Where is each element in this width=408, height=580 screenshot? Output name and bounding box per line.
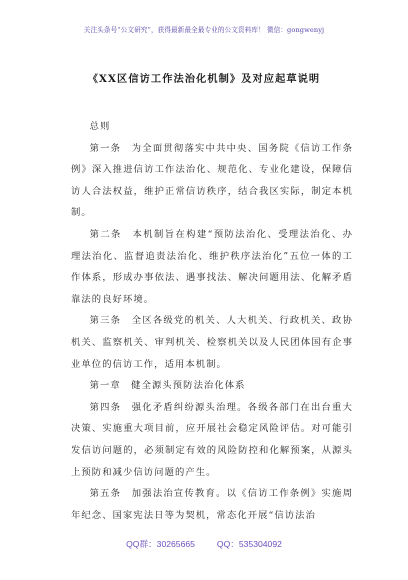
article-3: 第三条 全区各级党的机关、人大机关、行政机关、政协机关、监察机关、审判机关、检察机关以及人民团体国有企事业单位的信访工作，适用本机制。 bbox=[71, 315, 353, 370]
article-5: 第五条 加强法治宣传教育。以《信访工作条例》实施周年纪念、国家宪法日等为契机，常态化开展“信访法治 bbox=[71, 488, 353, 521]
article-1: 第一条 为全面贯彻落实中共中央、国务院《信访工作条例》深入推进信访工作法治化、规范化、专业化建设，保障信访人合法权益，维护正常信访秩序，结合我区实际，制定本机制。 bbox=[71, 142, 353, 219]
section-heading-general: 总则 bbox=[89, 121, 111, 132]
article-2: 第二条 本机制旨在构建“预防法治化、受理法治化、办理法治化、监督追责法治化、维护秩序法治化”五位一体的工作体系，形成办事依法、遇事找法、解决问题用法、化解矛盾靠法的良好环境。 bbox=[71, 228, 353, 305]
document-title: 《XX区信访工作法治化机制》及对应起草说明 bbox=[87, 73, 321, 85]
article-4: 第四条 强化矛盾纠纷源头治理。各级各部门在出台重大决策、实施重大项目前，应开展社会稳定风险评估。对可能引发信访问题的，必须制定有效的风险防控和化解预案，从源头上预防和减少信访问题的产生。 bbox=[71, 401, 353, 478]
chapter-1-heading: 第一章 健全源头预防法治化体系 bbox=[89, 380, 246, 392]
footer-qq-group: QQ群：30265665 bbox=[126, 539, 195, 549]
footer-contact bbox=[0, 538, 408, 550]
header-promo-note: 关注头条号“公文研究”，获得最新最全最专业的公文资料库！ 微信：gongwenyj bbox=[83, 26, 325, 34]
footer-qq: QQ：535304092 bbox=[216, 539, 282, 549]
document-body bbox=[71, 116, 353, 526]
